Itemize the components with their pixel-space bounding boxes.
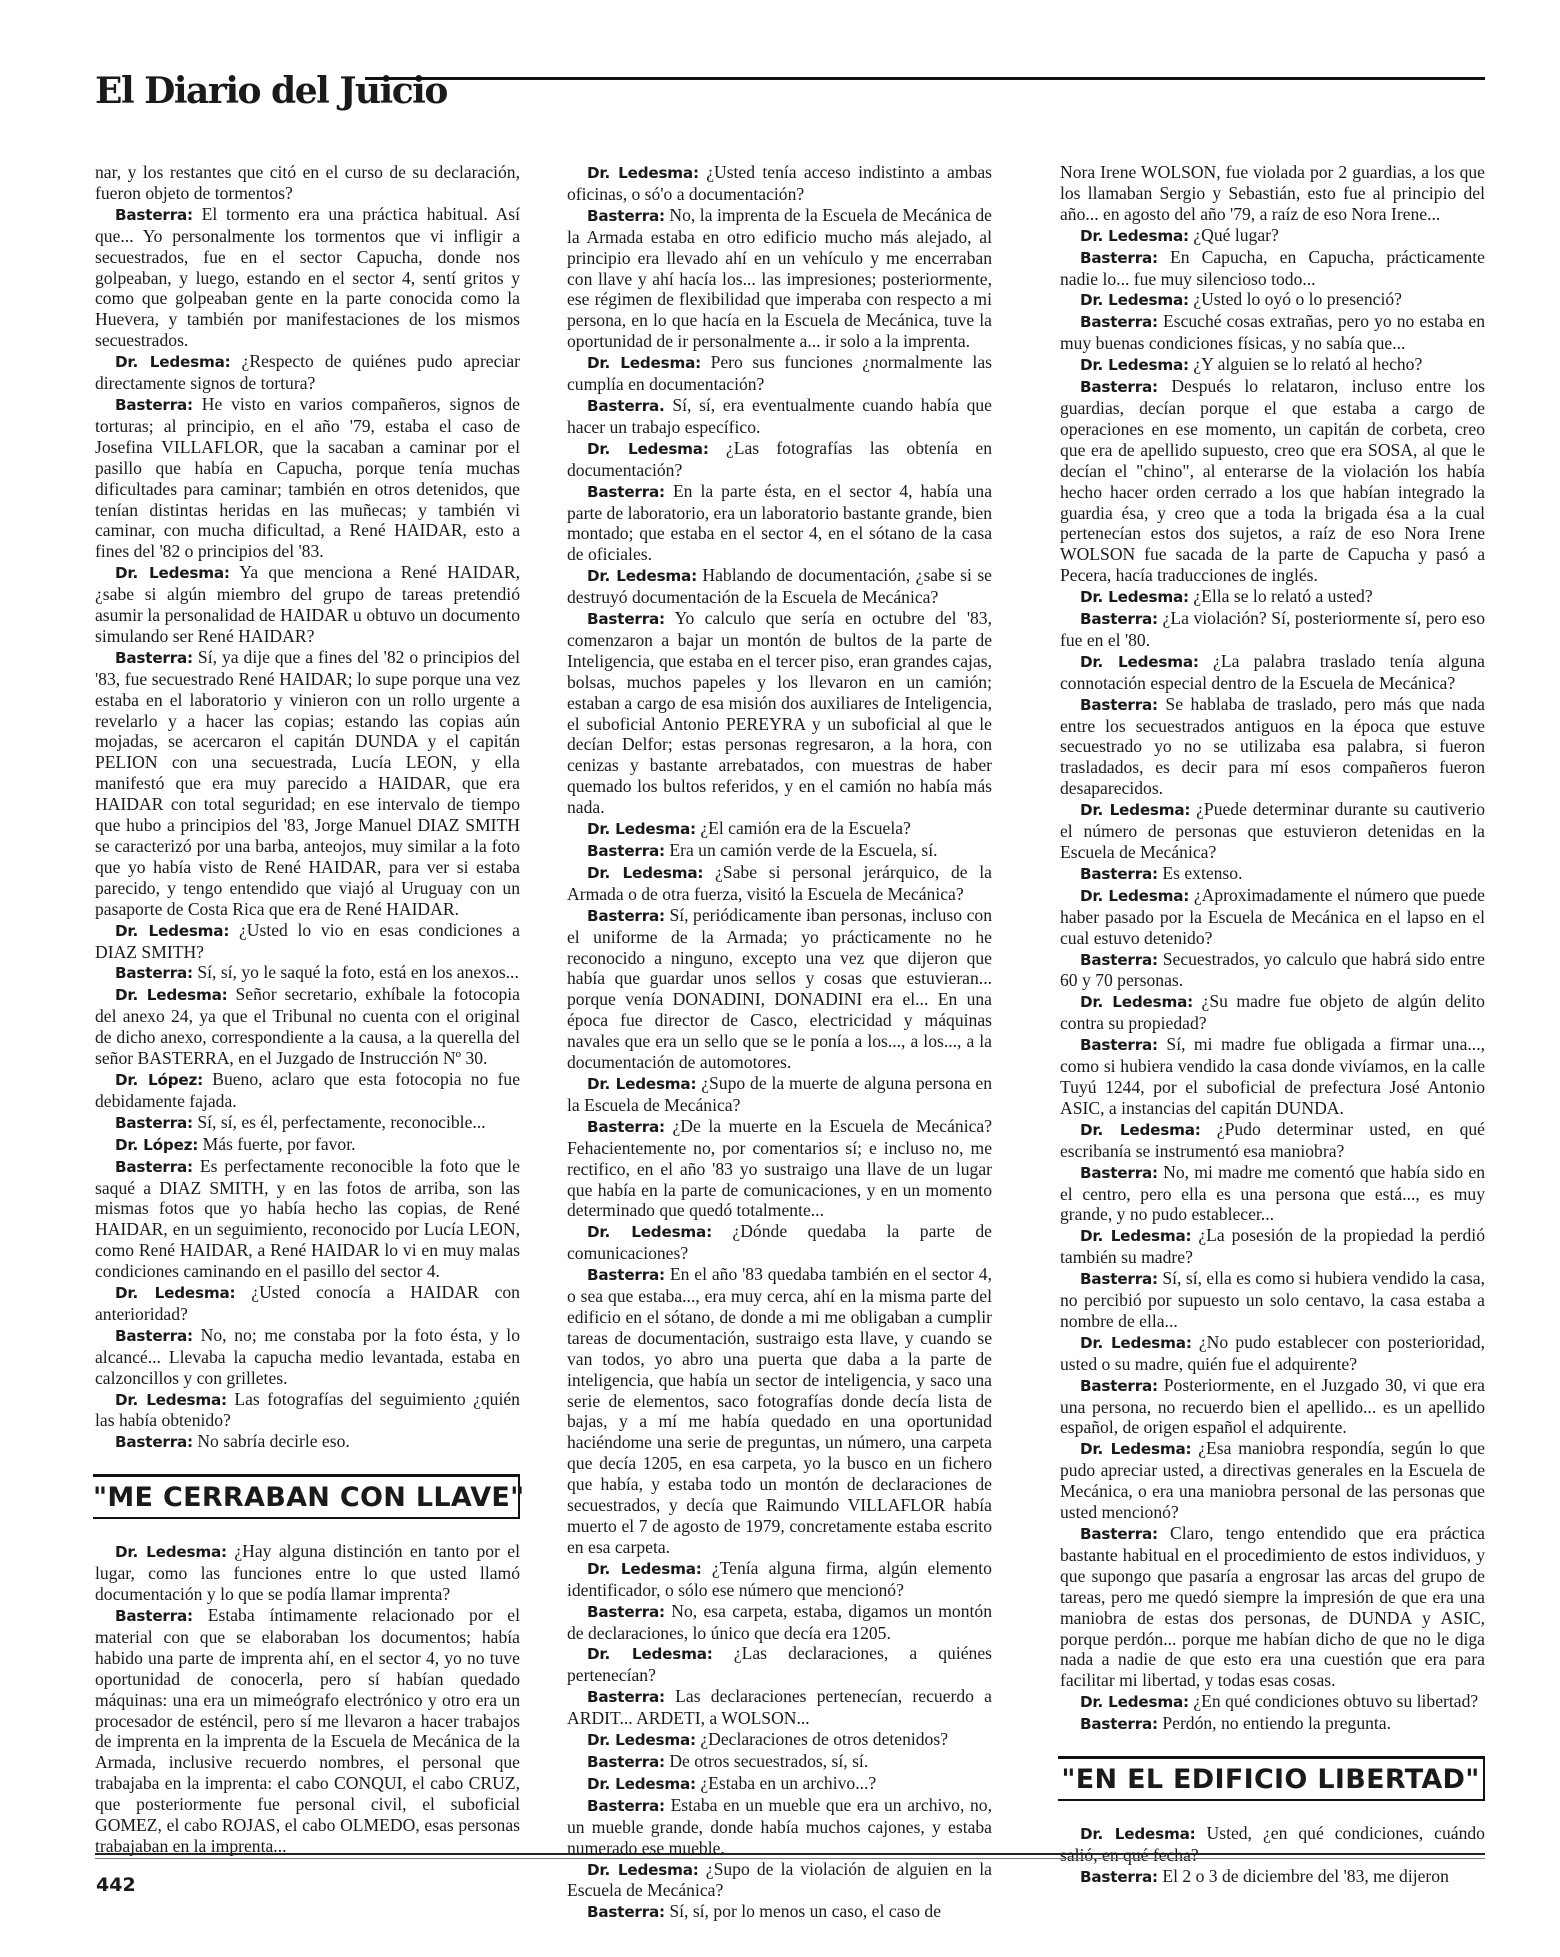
testimony-paragraph	[95, 1605, 520, 1857]
speaker-name: Dr. Ledesma:	[587, 1774, 696, 1793]
speaker-name: Dr. Ledesma:	[587, 1860, 699, 1879]
speaker-name: Dr. Ledesma:	[587, 1731, 696, 1750]
paragraph-text: He visto en varios compañeros, signos de torturas; al principio, en el año '79, estaba el caso de Josefina VILLAFLOR, que la sacaban a caminar por el pasillo que había en Capucha, porque tenía muchas dificultades para caminar; también en otros detenidos, que tenían distintas heridas en las muñecas; y también vi caminar, con mucha dificultad, a René HAIDAR, esto a fines del '82 o principios del '83.	[95, 393, 520, 562]
speaker-name: Basterra:	[1080, 695, 1158, 714]
testimony-paragraph	[95, 1282, 520, 1325]
page-number: 442	[96, 1874, 136, 1896]
speaker-name: Dr. Ledesma:	[1080, 801, 1191, 820]
masthead-title: El Diario del Juicio	[95, 70, 447, 112]
speaker-name: Basterra:	[115, 205, 193, 224]
section-heading: "ME CERRABAN CON LLAVE"	[93, 1474, 520, 1519]
testimony-paragraph	[567, 840, 992, 862]
speaker-name: Basterra:	[115, 1326, 193, 1345]
speaker-name: Basterra:	[1080, 1867, 1158, 1886]
testimony-paragraph	[1060, 949, 1485, 992]
testimony-paragraph	[1060, 1866, 1485, 1888]
speaker-name: Basterra:	[1080, 1376, 1158, 1395]
speaker-name: Basterra:	[587, 1266, 665, 1285]
testimony-paragraph	[1060, 1332, 1485, 1375]
testimony-paragraph	[1060, 376, 1485, 586]
testimony-paragraph	[567, 1729, 992, 1751]
testimony-paragraph	[567, 1751, 992, 1773]
speaker-name: Dr. Ledesma:	[587, 1645, 713, 1664]
paragraph-text: ¿Aproximadamente el número que puede haber pasado por la Escuela de Mecánica en el lapso en el cual estuvo detenido?	[1060, 884, 1485, 948]
paragraph-text: ¿De la muerte en la Escuela de Mecánica? Fehacientemente no, por comentarios sí; e incluso no, me rectifico, en el año '83 yo sustraigo una llave de un lugar que había en la parte de comunicaciones, y en un momento determinado que quedó totalmente...	[567, 1115, 993, 1221]
paragraph-text: Sí, sí, es él, perfectamente, reconocible...	[197, 1111, 486, 1132]
masthead	[95, 68, 1485, 118]
speaker-name: Dr. Ledesma:	[587, 1559, 702, 1578]
testimony-paragraph	[1060, 608, 1485, 651]
speaker-name: Basterra:	[587, 1602, 665, 1621]
speaker-name: Dr. Ledesma:	[587, 1074, 697, 1093]
testimony-paragraph	[95, 1069, 520, 1112]
testimony-paragraph	[95, 394, 520, 562]
paragraph-text: Es extenso.	[1162, 862, 1243, 883]
speaker-name: Dr. Ledesma:	[587, 820, 696, 839]
speaker-name: Dr. Ledesma:	[587, 164, 699, 182]
testimony-paragraph	[567, 1264, 992, 1558]
footer-rule-thin	[95, 1858, 1485, 1859]
speaker-name: Basterra:	[1080, 864, 1158, 883]
paragraph-text: ¿Usted lo oyó o lo presenció?	[1193, 289, 1402, 310]
speaker-name: Basterra:	[115, 648, 193, 667]
testimony-paragraph	[95, 1389, 520, 1432]
section-heading: "EN EL EDIFICIO LIBERTAD"	[1058, 1756, 1485, 1801]
speaker-name: Dr. Ledesma:	[1080, 652, 1199, 671]
text-column-2	[567, 162, 992, 1923]
paragraph-text: El tormento era una práctica habitual. Así que... Yo personalmente los tormentos que vi infligir a secuestrados, fue en el sector Capucha, donde nos golpeaban, y luego, estando en el sector 4, sentí gritos y como que golpeaban gente en la parte conocida como la Huevera, y también por manifestaciones de los mismos secuestrados.	[95, 203, 520, 351]
testimony-paragraph	[1060, 1034, 1485, 1119]
paragraph-text: ¿Dónde quedaba la parte de comunicaciones?	[567, 1221, 992, 1264]
paragraph-text: No, esa carpeta, estaba, digamos un montón de declaraciones, lo único que decía era 1205.	[567, 1600, 992, 1643]
speaker-name: Dr. Ledesma:	[115, 921, 230, 940]
paragraph-text: Sí, sí, por lo menos un caso, el caso de	[669, 1901, 942, 1922]
testimony-paragraph	[1060, 863, 1485, 885]
speaker-name: Dr. Ledesma:	[115, 1390, 227, 1409]
testimony-paragraph	[1060, 1823, 1485, 1866]
paragraph-text: ¿Declaraciones de otros detenidos?	[700, 1729, 949, 1750]
speaker-name: Dr. Ledesma:	[587, 1223, 712, 1242]
testimony-paragraph	[1060, 651, 1485, 694]
speaker-name: Basterra.	[587, 396, 665, 415]
speaker-name: Basterra:	[1080, 378, 1158, 397]
paragraph-text: ¿Las declaraciones, a quiénes pertenecían?	[567, 1643, 992, 1686]
masthead-rule	[365, 77, 1485, 80]
speaker-name: Basterra:	[587, 842, 665, 860]
paragraph-text: No sabría decirle eso.	[197, 1431, 350, 1452]
testimony-paragraph	[1060, 1119, 1485, 1162]
testimony-paragraph	[1060, 1375, 1485, 1439]
testimony-paragraph	[567, 818, 992, 840]
testimony-paragraph	[567, 862, 992, 905]
testimony-paragraph	[1060, 1162, 1485, 1226]
speaker-name: Basterra:	[587, 1117, 665, 1136]
testimony-paragraph	[95, 1112, 520, 1134]
speaker-name: Dr. Ledesma:	[587, 863, 704, 882]
speaker-name: Basterra:	[1080, 1270, 1158, 1289]
testimony-paragraph	[1060, 1691, 1485, 1713]
speaker-name: Basterra:	[1080, 1163, 1158, 1182]
testimony-paragraph	[95, 647, 520, 920]
testimony-paragraph	[95, 1156, 520, 1282]
speaker-name: Basterra:	[587, 1903, 665, 1922]
testimony-paragraph	[1060, 225, 1485, 247]
testimony-paragraph	[567, 1901, 992, 1923]
testimony-paragraph	[95, 984, 520, 1069]
speaker-name: Basterra:	[1080, 950, 1158, 969]
paragraph-text: Sí, mi madre fue obligada a firmar una..., como si hubiera vendido la casa donde vivíamos, en la calle Tuyú 1244, por el suboficial de prefectura José Antonio ASIC, a instancias del capitán DUNDA.	[1060, 1034, 1486, 1118]
paragraph-text: ¿Hay alguna distinción en tanto por el lugar, como las funciones entre lo que usted llamó documentación y lo que se podía llamar imprenta?	[95, 1541, 520, 1605]
paragraph-text: Escuché cosas extrañas, pero yo no estaba en muy buenas condiciones físicas, y no sabía que...	[1060, 311, 1485, 354]
testimony-paragraph	[95, 962, 520, 984]
paragraph-text: Las fotografías del seguimiento ¿quién las había obtenido?	[95, 1388, 520, 1431]
testimony-paragraph	[567, 1859, 992, 1902]
speaker-name: Dr. Ledesma:	[1080, 1440, 1192, 1459]
testimony-paragraph	[567, 1795, 992, 1859]
testimony-paragraph	[1060, 1268, 1485, 1332]
testimony-paragraph	[567, 1601, 992, 1644]
testimony-paragraph	[1060, 991, 1485, 1034]
paragraph-text: ¿Tenía alguna firma, algún elemento identificador, o sólo ese número que mencionó?	[567, 1557, 992, 1600]
testimony-paragraph	[567, 1773, 992, 1795]
paragraph-text: No, no; me constaba por la foto ésta, y lo alcancé... Llevaba la capucha medio levantada, estaba en calzoncillos y con grilletes.	[95, 1324, 520, 1388]
paragraph-text: ¿Respecto de quiénes pudo apreciar directamente signos de tortura?	[95, 351, 520, 394]
text-column-1	[93, 162, 525, 1857]
paragraph-text: En la parte ésta, en el sector 4, había una parte de laboratorio, era un laboratorio bastante grande, bien montado; que estaba en el sector 4, en el sótano de la casa de oficiales.	[567, 480, 993, 565]
testimony-paragraph	[95, 1431, 520, 1453]
paragraph-text: ¿Usted lo vio en esas condiciones a DIAZ SMITH?	[95, 919, 520, 962]
paragraph-text: En Capucha, en Capucha, prácticamente nadie lo... fue muy silencioso todo...	[1060, 246, 1485, 289]
text-column-3	[1060, 162, 1485, 1888]
paragraph-text: Sí, ya dije que a fines del '82 o principios del '83, fue secuestrado René HAIDAR; lo supe porque una vez estaba en el laboratorio y vinieron con un rollo urgente a revelarlo y a hacer las copias; estando las copias aún mojadas, se acercaron el capitán DUNDA y el capitán PELION con una secuestrada, Lucía LEON, y ella manifestó que era muy parecido a HAIDAR, que era HAIDAR con total seguridad; en ese intervalo de tiempo que hubo a principios del '83, Jorge Manuel DIAZ SMITH se caracterizó por una barba, anteojos, muy similar a la foto que yo había visto de René HAIDAR, para ver si estaba parecido, y tengo entendido que viajó al Uruguay con un pasaporte de Costa Rica que era de René HAIDAR.	[95, 646, 521, 919]
paragraph-text: ¿En qué condiciones obtuvo su libertad?	[1193, 1691, 1479, 1712]
speaker-name: Dr. Ledesma:	[1080, 1693, 1189, 1712]
testimony-paragraph	[567, 1686, 992, 1729]
paragraph-text: Yo calculo que sería en octubre del '83, comenzaron a bajar un montón de bultos de la parte de Inteligencia, que estaba en el tercer piso, eran grandes cajas, bolsas, muchos papeles y los llevaron en un camión; estaban a cargo de esa misión dos auxiliares de Inteligencia, el suboficial Antonio PEREYRA y un suboficial al que le decían Delfor; estas personas regresaron, a la hora, con cenizas y bastante arrebatados, con muestras de haber quemado los bultos referidos, y en el camión no había más nada.	[567, 608, 992, 818]
paragraph-text: ¿Su madre fue objeto de algún delito contra su propiedad?	[1060, 991, 1485, 1034]
paragraph-text: ¿Sabe si personal jerárquico, de la Armada o de otra fuerza, visitó la Escuela de Mecánica?	[567, 861, 992, 904]
speaker-name: Dr. Ledesma:	[115, 986, 228, 1005]
paragraph-text: ¿Estaba en un archivo...?	[700, 1772, 877, 1793]
testimony-paragraph	[1060, 586, 1485, 608]
paragraph-text: Secuestrados, yo calculo que habrá sido entre 60 y 70 personas.	[1060, 948, 1485, 991]
paragraph-text: ¿La posesión de la propiedad la perdió también su madre?	[1060, 1225, 1485, 1268]
speaker-name: Basterra:	[1080, 1036, 1158, 1055]
testimony-paragraph	[567, 205, 992, 352]
paragraph-text: Es perfectamente reconocible la foto que le saqué a DIAZ SMITH, y en las fotos de arriba, son las mismas fotos que yo había hecho las copias, de René HAIDAR, en un seguimiento, reconocido por Lucía LEON, como René HAIDAR, a René HAIDAR lo vi en muy malas condiciones caminando en el pasillo del sector 4.	[95, 1155, 520, 1282]
paragraph-text: Usted, ¿en qué condiciones, cuándo salió, en qué fecha?	[1060, 1823, 1485, 1865]
paragraph-text: Ya que menciona a René HAIDAR, ¿sabe si algún miembro del grupo de tareas pretendió asumir la personalidad de HAIDAR u obtuvo un documento simulando ser René HAIDAR?	[95, 562, 520, 646]
testimony-paragraph	[95, 204, 520, 351]
speaker-name: Dr. Ledesma:	[1080, 356, 1189, 375]
speaker-name: Basterra:	[587, 906, 665, 925]
speaker-name: Basterra:	[115, 1157, 193, 1176]
paragraph-text: Sí, sí, ella es como si hubiera vendido la casa, no percibió por supuesto un solo centavo, la casa estaba a nombre de ella...	[1060, 1268, 1485, 1331]
testimony-paragraph	[95, 1134, 520, 1156]
paragraph-text: Pero sus funciones ¿normalmente las cumplía en documentación?	[567, 352, 992, 395]
speaker-name: Dr. Ledesma:	[115, 564, 230, 583]
paragraph-text: Señor secretario, exhíbale la fotocopia del anexo 24, ya que el Tribunal no cuenta con el original de dicho anexo, correspondiente a la causa, a la querella del señor BASTERRA, en el Juzgado de Instrucción Nº 30.	[95, 984, 520, 1069]
testimony-paragraph	[567, 1221, 992, 1264]
paragraph-text: ¿Puede determinar durante su cautiverio el número de personas que estuvieron detenidas en la Escuela de Mecánica?	[1060, 799, 1485, 862]
testimony-paragraph	[567, 1073, 992, 1116]
speaker-name: Basterra:	[587, 1688, 665, 1707]
speaker-name: Dr. Ledesma:	[115, 1284, 236, 1303]
testimony-paragraph	[95, 162, 520, 204]
paragraph-text: El 2 o 3 de diciembre del '83, me dijeron	[1162, 1865, 1449, 1886]
testimony-paragraph	[1060, 1438, 1485, 1523]
testimony-paragraph	[567, 1116, 992, 1222]
speaker-name: Dr. Ledesma:	[115, 353, 231, 372]
speaker-name: Dr. Ledesma:	[1080, 1333, 1192, 1352]
speaker-name: Basterra:	[1080, 313, 1158, 332]
paragraph-text: ¿No pudo establecer con posterioridad, usted o su madre, quién fue el adquirente?	[1060, 1331, 1485, 1374]
testimony-paragraph	[567, 608, 992, 818]
speaker-name: Basterra:	[1080, 610, 1158, 629]
paragraph-text: Se hablaba de traslado, pero más que nada entre los secuestrados antiguos en la época que estuve secuestrado yo no se utilizaba esa palabra, si fueron trasladados, es decir para mí esos compañeros fueron desaparecidos.	[1060, 693, 1485, 799]
paragraph-text: ¿Y alguien se lo relató al hecho?	[1193, 354, 1423, 375]
testimony-paragraph	[567, 481, 992, 566]
paragraph-text: Bueno, aclaro que esta fotocopia no fue debidamente fajada.	[95, 1068, 521, 1111]
testimony-paragraph	[567, 1558, 992, 1601]
testimony-paragraph	[1060, 311, 1485, 354]
speaker-name: Dr. Ledesma:	[115, 1543, 227, 1562]
paragraph-text: ¿El camión era de la Escuela?	[700, 818, 911, 839]
testimony-paragraph	[567, 565, 992, 608]
paragraph-text: Sí, sí, yo le saqué la foto, está en los anexos...	[197, 962, 519, 983]
speaker-name: Dr. Ledesma:	[587, 567, 697, 586]
testimony-paragraph	[95, 920, 520, 963]
speaker-name: Basterra:	[115, 1113, 193, 1132]
paragraph-text: Estaba íntimamente relacionado por el material con que se elaboraban los documentos; había habido una parte de imprenta ahí, en el sector 4, yo no tuve oportunidad de conocerla, pero sí habían quedado máquinas: una era un mimeógrafo electrónico y otro era un procesador de esténcil, pero sí me llevaron a hacer trabajos de imprenta en la imprenta de la Escuela de Mecánica de la Armada, inclusive recuerdo nombres, el personal que trabajaba en la imprenta: el cabo CONQUI, el cabo CRUZ, que posteriormente fue personal civil, el suboficial GOMEZ, el cabo ROJAS, el cabo OLMEDO, esas personas trabajaban en la imprenta...	[95, 1605, 520, 1856]
paragraph-text: nar, y los restantes que citó en el curso de su declaración, fueron objeto de tormentos?	[95, 162, 520, 203]
testimony-paragraph	[1060, 247, 1485, 290]
testimony-paragraph	[1060, 799, 1485, 863]
paragraph-text: ¿La violación? Sí, posteriormente sí, pero eso fue en el '80.	[1060, 608, 1486, 650]
speaker-name: Basterra:	[1080, 1715, 1158, 1734]
speaker-name: Basterra:	[115, 395, 193, 414]
speaker-name: Dr. López:	[115, 1135, 199, 1154]
speaker-name: Basterra:	[1080, 1525, 1158, 1543]
testimony-paragraph	[567, 352, 992, 395]
testimony-paragraph	[95, 1541, 520, 1605]
paragraph-text: Las declaraciones pertenecían, recuerdo a ARDIT... ARDETI, a WOLSON...	[567, 1686, 992, 1729]
testimony-paragraph	[567, 1643, 992, 1686]
footer-rule	[95, 1853, 1485, 1855]
paragraph-text: No, la imprenta de la Escuela de Mecánica de la Armada estaba en otro edificio mucho más alejado, al principio era llevado ahí en un vehículo y me encerraban con llave y ahí hacía los... las impresiones; posteriormente, ese régimen de flexibilidad que imperaba con respecto a mi persona, en lo que hacía en la Escuela de Mecánica, tuve la oportunidad de ir personalmente a... ir solo a la imprenta.	[567, 204, 992, 352]
speaker-name: Basterra:	[587, 482, 665, 501]
paragraph-text: En el año '83 quedaba también en el sector 4, o sea que estaba..., era muy cerca, ahí en la misma parte del edificio en el sótano, de donde a mi me obligaban a cumplir tareas de documentación, sustraigo esta llave, y cuando se van todos, yo abro una puerta que daba a la parte de inteligencia, que había un sector de inteligencia, y saco una serie de elementos, saco fotografías donde decía lista de bajas, y a mí me había quedado en una oportunidad haciéndome una serie de preguntas, un número, una carpeta que decía 1205, en esa carpeta, yo la busco en un fichero que había, y estaba todo un montón de declaraciones de secuestrados, y decía que Raimundo VILLAFLOR había muerto el 7 de agosto de 1979, concretamente estaba escrito en esa carpeta.	[567, 1264, 992, 1557]
paragraph-text: ¿Supo de la violación de alguien en la Escuela de Mecánica?	[567, 1858, 992, 1901]
testimony-paragraph	[567, 162, 992, 205]
speaker-name: Dr. Ledesma:	[587, 354, 702, 373]
speaker-name: Dr. Ledesma:	[1080, 226, 1189, 245]
paragraph-text: Sí, sí, era eventualmente cuando había que hacer un trabajo específico.	[567, 394, 992, 437]
paragraph-text: Posteriormente, en el Juzgado 30, vi que era una persona, no recuerdo bien el apellido... es un apellido español, de origen español el adquirente.	[1060, 1374, 1485, 1438]
speaker-name: Basterra:	[115, 964, 193, 983]
paragraph-text: ¿Ella se lo relató a usted?	[1193, 586, 1373, 607]
testimony-paragraph	[567, 438, 992, 481]
testimony-paragraph	[567, 905, 992, 1073]
paragraph-text: De otros secuestrados, sí, sí.	[669, 1750, 869, 1771]
testimony-paragraph	[1060, 289, 1485, 311]
paragraph-text: ¿Usted tenía acceso indistinto a ambas oficinas, o só'o a documentación?	[567, 162, 992, 204]
paragraph-text: ¿Esa maniobra respondía, según lo que pudo apreciar usted, a directivas generales en la Escuela de Mecánica, o era una maniobra personal de las personas que usted mencionó?	[1060, 1438, 1485, 1523]
speaker-name: Dr. Ledesma:	[1080, 588, 1189, 607]
paragraph-text: ¿Las fotografías las obtenía en documentación?	[567, 437, 992, 480]
paragraph-text: Estaba en un mueble que era un archivo, no, un mueble grande, donde había muchos cajones, y estaba numerado ese mueble.	[567, 1794, 992, 1858]
speaker-name: Dr. Ledesma:	[587, 439, 709, 458]
paragraph-text: Era un camión verde de la Escuela, sí.	[669, 840, 938, 860]
speaker-name: Dr. Ledesma:	[1080, 993, 1194, 1012]
speaker-name: Dr. López:	[115, 1070, 203, 1089]
paragraph-text: ¿La palabra traslado tenía alguna connotación especial dentro de la Escuela de Mecánica?	[1060, 650, 1485, 693]
testimony-paragraph	[95, 562, 520, 647]
paragraph-text: Más fuerte, por favor.	[202, 1133, 356, 1154]
paragraph-text: No, mi madre me comentó que había sido en el centro, pero ella es una persona que está..., es muy grande, y no pudo establecer...	[1060, 1161, 1485, 1225]
testimony-paragraph	[1060, 1713, 1485, 1735]
speaker-name: Basterra:	[587, 206, 665, 225]
testimony-paragraph	[95, 1325, 520, 1389]
testimony-paragraph	[1060, 1523, 1485, 1691]
speaker-name: Dr. Ledesma:	[1080, 1825, 1196, 1844]
paragraph-text: Después lo relataron, incluso entre los guardias, decían porque el que estaba a cargo de operaciones en ese momento, un capitán de corbeta, creo que era de apellido supuesto, creo que era SOSA, al que le decían el "chino", al enterarse de la violación los había hecho hacer orden cerrado a los que habían integrado la guardia ésa, y creo que a toda la brigada ésa a la cual pertenecían estos dos sujetos, a raíz de eso Nora Irene WOLSON fue sacada de la parte de Capucha y pasó a Pecera, hacía traducciones de inglés.	[1060, 376, 1485, 586]
speaker-name: Dr. Ledesma:	[1080, 291, 1189, 310]
testimony-paragraph	[95, 351, 520, 394]
speaker-name: Basterra:	[587, 1752, 665, 1771]
speaker-name: Dr. Ledesma:	[1080, 1227, 1192, 1246]
speaker-name: Basterra:	[115, 1433, 193, 1452]
speaker-name: Basterra:	[587, 610, 665, 629]
speaker-name: Basterra:	[587, 1796, 665, 1815]
testimony-paragraph	[1060, 1225, 1485, 1268]
paragraph-text: Sí, periódicamente iban personas, incluso con el uniforme de la Armada; yo prácticamente no he reconocido a ninguno, excepto una vez que dijeron que había que guardar unos sellos y cosas que estuvieran... porque venía DONADINI, DONADINI era el... En una época fue director de Casco, electricidad y máquinas navales que era un sello que se le ponía a los..., a los..., a la documentación de automotores.	[567, 904, 992, 1073]
testimony-paragraph	[1060, 694, 1485, 800]
speaker-name: Dr. Ledesma:	[1080, 886, 1190, 905]
testimony-paragraph	[567, 395, 992, 438]
testimony-paragraph	[1060, 885, 1485, 949]
paragraph-text: Claro, tengo entendido que era práctica bastante habitual en el procedimiento de estos individuos, y que supongo que pasaría a engrosar las arcas del grupo de tareas, pero me quedó siempre la impresión de que era una maniobra de estas dos personas, de DUNDA y ASIC, porque perdón... porque me habían dicho de que no le diga nada a nadie de que esto era una cuestión que era para facilitar mi libertad, y todas esas cosas.	[1060, 1523, 1485, 1691]
speaker-name: Basterra:	[1080, 248, 1158, 267]
speaker-name: Dr. Ledesma:	[1080, 1120, 1201, 1139]
paragraph-text: ¿Qué lugar?	[1193, 224, 1279, 245]
paragraph-text: ¿Pudo determinar usted, en qué escribanía se instrumentó esa maniobra?	[1060, 1118, 1485, 1161]
paragraph-text: Nora Irene WOLSON, fue violada por 2 guardias, a los que los llamaban Sergio y Sebastián, esto fue al principio del año... en agosto del año '79, a raíz de eso Nora Irene...	[1060, 162, 1485, 224]
paragraph-text: ¿Supo de la muerte de alguna persona en la Escuela de Mecánica?	[567, 1072, 992, 1115]
testimony-paragraph	[1060, 354, 1485, 376]
testimony-paragraph	[1060, 162, 1485, 225]
speaker-name: Basterra:	[115, 1607, 193, 1625]
paragraph-text: Hablando de documentación, ¿sabe si se destruyó documentación de la Escuela de Mecánica?	[567, 565, 992, 608]
paragraph-text: ¿Usted conocía a HAIDAR con anterioridad?	[95, 1282, 520, 1324]
paragraph-text: Perdón, no entiendo la pregunta.	[1162, 1713, 1392, 1734]
